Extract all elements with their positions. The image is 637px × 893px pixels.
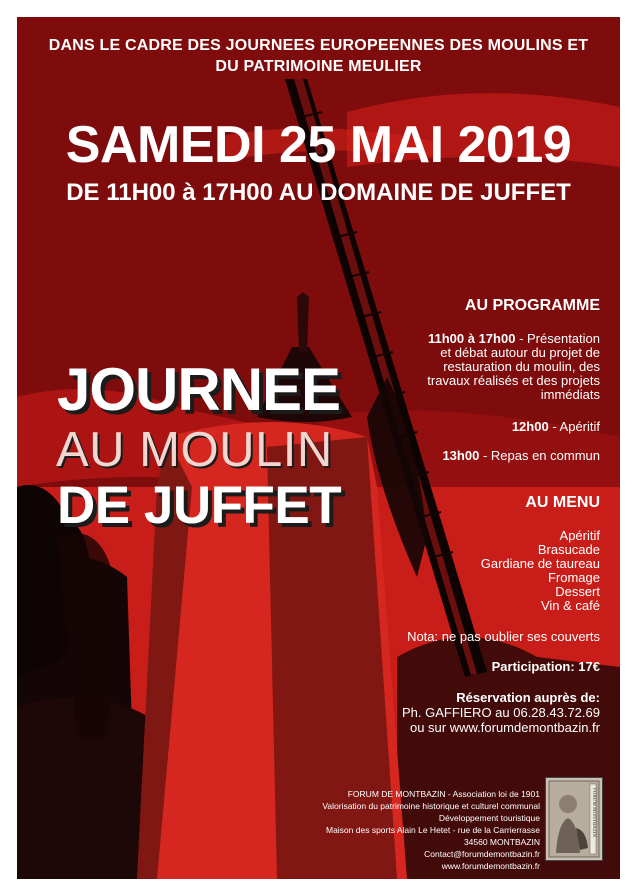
programme-time: 11h00 à 17h00 [427, 331, 516, 346]
nota-text: Nota: ne pas oublier ses couverts [407, 629, 600, 644]
logo-portrait-icon [546, 778, 602, 860]
reservation-heading: Réservation auprès de: [456, 690, 600, 705]
menu-item: Apéritif [559, 528, 600, 543]
reservation-website: ou sur www.forumdemontbazin.fr [409, 720, 600, 735]
programme-line: restauration du moulin, des [443, 359, 600, 374]
poster [17, 17, 620, 879]
header-line-1: DANS LE CADRE DES JOURNEES EUROPEENNES DES MOULINS ET [48, 37, 589, 54]
programme-heading: AU PROGRAMME [464, 297, 600, 314]
programme-line: immédiats [540, 387, 600, 402]
participation-price: Participation: 17€ [491, 659, 600, 674]
event-time-location: DE 11H00 à 17H00 AU DOMAINE DE JUFFET [66, 179, 571, 206]
footer-email: Contact@forumdemontbazin.fr [424, 849, 540, 859]
footer-line: 34560 MONTBAZIN [463, 837, 540, 847]
programme-item-3 [442, 449, 600, 463]
logo-text: FORUM MONTBAZIN [591, 788, 596, 838]
header-line-2: DU PATRIMOINE MEULIER [215, 58, 422, 75]
menu-heading: AU MENU [525, 494, 600, 511]
menu-item: Vin & café [540, 598, 600, 613]
footer-line: Valorisation du patrimoine historique et culturel communal [322, 801, 540, 811]
footer-line: Maison des sports Alain Le Hetet - rue de la Carrierrasse [325, 825, 540, 835]
main-title-line-3: DE JUFFET [57, 476, 342, 535]
programme-time: 12h00 [511, 419, 549, 434]
programme-item-2 [512, 420, 600, 434]
programme-line: et débat autour du projet de [440, 345, 600, 360]
org-description: - Association loi de 1901 [445, 789, 540, 799]
programme-time: 13h00 [442, 448, 480, 463]
event-date-title: SAMEDI 25 MAI 2019 [65, 116, 572, 174]
menu-item: Brasucade [537, 542, 600, 557]
menu-item: Dessert [555, 584, 600, 599]
footer-website: www.forumdemontbazin.fr [441, 861, 540, 871]
menu-item: Gardiane de taureau [480, 556, 600, 571]
programme-text: - Présentation [515, 331, 600, 346]
footer-line: Développement touristique [438, 813, 540, 823]
reservation-block [402, 690, 600, 735]
organizer-info [322, 788, 540, 872]
main-title-line-1: JOURNEE [57, 356, 341, 423]
programme-line: travaux réalisés et des projets [427, 373, 600, 388]
reservation-contact: Ph. GAFFIERO au 06.28.43.72.69 [401, 705, 600, 720]
menu-list [481, 529, 600, 613]
association-logo [545, 777, 603, 861]
programme-item-1 [427, 332, 600, 402]
menu-item: Fromage [547, 570, 600, 585]
programme-text: - Apéritif [548, 419, 600, 434]
programme-text: - Repas en commun [479, 448, 600, 463]
main-title-line-2: AU MOULIN [56, 423, 333, 477]
org-name: FORUM DE MONTBAZIN [347, 789, 446, 799]
